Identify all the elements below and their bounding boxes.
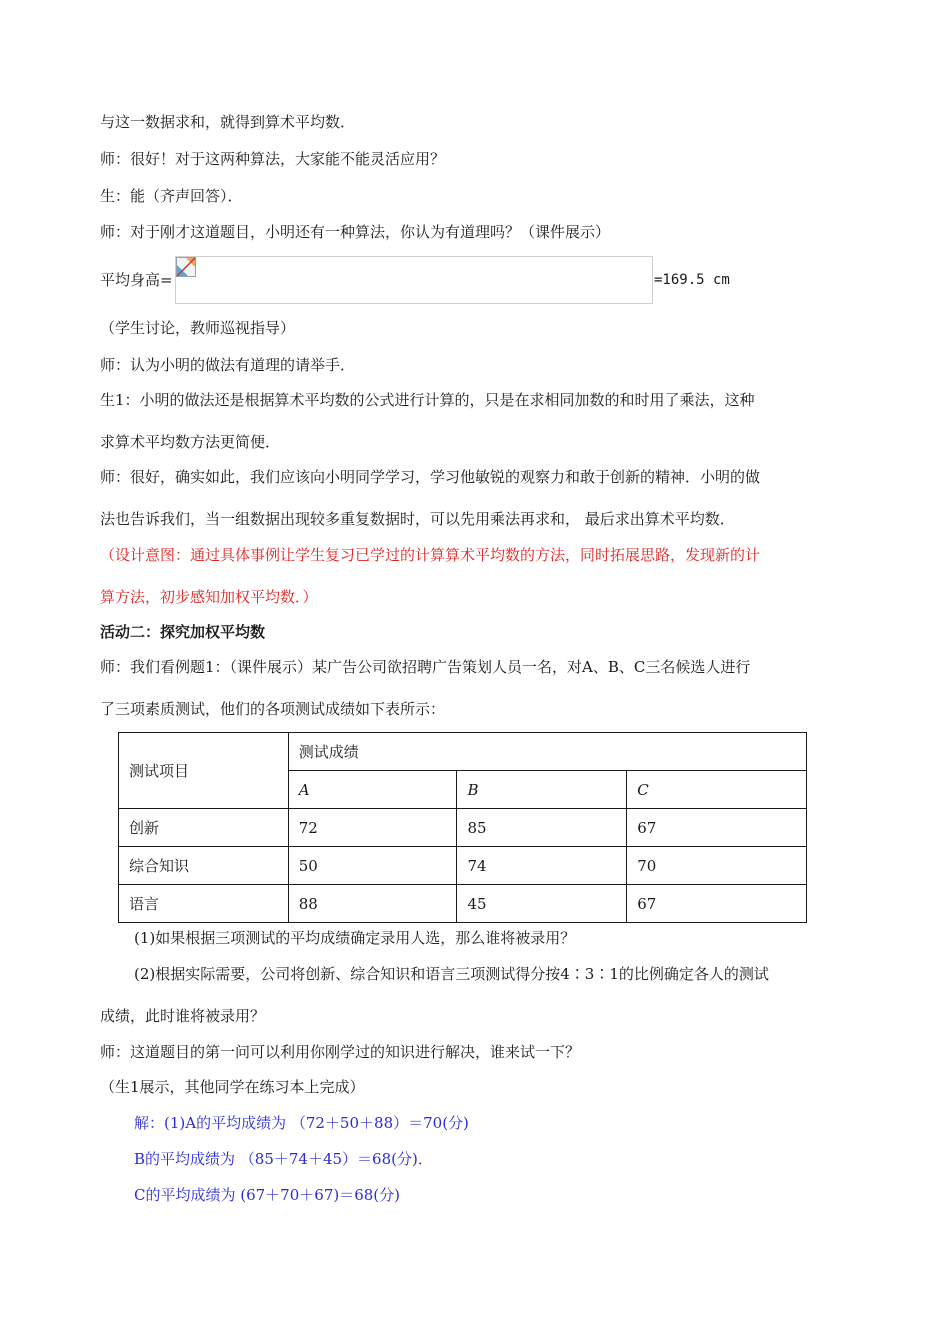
broken-image-icon — [176, 257, 196, 277]
score-cell: 50 — [288, 847, 457, 885]
text-line: 师：这道题目的第一问可以利用你刚学过的知识进行解决，谁来试一下？ — [100, 1043, 581, 1061]
design-note-line: （设计意图：通过具体事例让学生复习已学过的计算算术平均数的方法，同时拓展思路，发现新的计 — [100, 546, 761, 564]
text-line: 与这一数据求和，就得到算术平均数． — [100, 113, 356, 131]
question-line: (2)根据实际需要，公司将创新、综合知识和语言三项测试得分按4∶3∶1的比例确定各人的测试 — [134, 965, 769, 983]
text-line: （学生讨论，教师巡视指导） — [100, 319, 296, 337]
score-cell: 70 — [627, 847, 807, 885]
formula-image-placeholder — [175, 256, 653, 304]
solution-line: 解：(1)A的平均成绩为 （72＋50＋88）＝70(分) — [134, 1114, 469, 1132]
formula-right: =169.5 cm — [654, 272, 730, 288]
score-cell: 45 — [457, 885, 627, 923]
score-cell: 88 — [288, 885, 457, 923]
question-line: 成绩，此时谁将被录用？ — [100, 1007, 266, 1025]
text-line: 师：很好！对于这两种算法，大家能不能灵活应用？ — [100, 150, 446, 168]
formula-left: 平均身高= — [100, 271, 173, 289]
design-note-line: 算方法，初步感知加权平均数．） — [100, 588, 318, 606]
text-line: 生：能（齐声回答）． — [100, 187, 243, 205]
score-cell: 72 — [288, 809, 457, 847]
text-line: 师：认为小明的做法有道理的请举手． — [100, 356, 356, 374]
table-row — [119, 847, 807, 885]
scores-table — [118, 732, 807, 923]
example-line: 了三项素质测试，他们的各项测试成绩如下表所示： — [100, 700, 446, 718]
text-line: 师：对于刚才这道题目，小明还有一种算法，你认为有道理吗？（课件展示） — [100, 223, 611, 241]
candidate-header-cell: B — [457, 771, 627, 809]
table-row — [119, 885, 807, 923]
score-cell: 67 — [627, 885, 807, 923]
score-cell: 74 — [457, 847, 627, 885]
text-line: 求算术平均数方法更简便． — [100, 433, 281, 451]
text-line: 师：很好，确实如此，我们应该向小明同学学习，学习他敏锐的观察力和敢于创新的精神．小明的做 — [100, 468, 761, 486]
header-score-cell: 测试成绩 — [288, 733, 806, 771]
score-cell: 67 — [627, 809, 807, 847]
text-line: 生1：小明的做法还是根据算术平均数的公式进行计算的，只是在求相同加数的和时用了乘法，这种 — [100, 391, 755, 409]
header-item-cell: 测试项目 — [119, 733, 289, 809]
question-line: (1)如果根据三项测试的平均成绩确定录用人选，那么谁将被录用？ — [134, 929, 576, 947]
activity-title: 活动二：探究加权平均数 — [100, 623, 266, 641]
example-line: 师：我们看例题1：（课件展示）某广告公司欲招聘广告策划人员一名，对A、B、C三名候选人进行 — [100, 658, 751, 676]
item-cell: 创新 — [119, 809, 289, 847]
item-cell: 综合知识 — [119, 847, 289, 885]
solution-line: B的平均成绩为 （85＋74＋45）＝68(分)． — [134, 1150, 433, 1168]
candidate-header-cell: A — [288, 771, 457, 809]
score-cell: 85 — [457, 809, 627, 847]
table-row — [119, 809, 807, 847]
solution-line: C的平均成绩为 (67＋70＋67)＝68(分) — [134, 1186, 401, 1204]
candidate-header-cell: C — [627, 771, 807, 809]
text-line: （生1展示，其他同学在练习本上完成） — [100, 1078, 365, 1096]
item-cell: 语言 — [119, 885, 289, 923]
text-line: 法也告诉我们，当一组数据出现较多重复数据时，可以先用乘法再求和， 最后求出算术平均数． — [100, 510, 735, 528]
